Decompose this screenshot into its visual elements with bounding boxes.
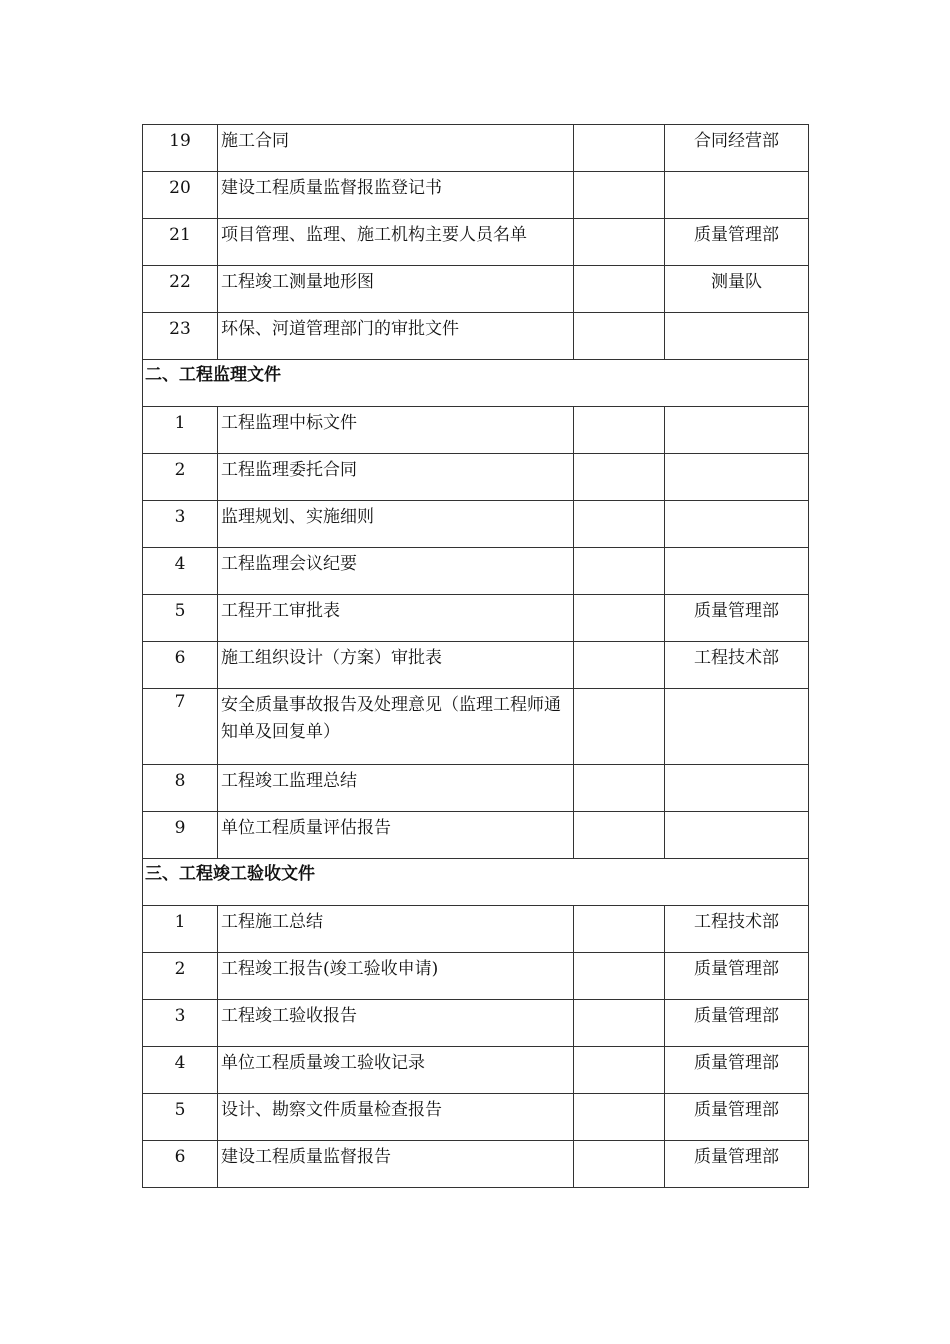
responsible-department: 质量管理部 — [665, 595, 809, 642]
responsible-department: 质量管理部 — [665, 953, 809, 1000]
document-name: 单位工程质量竣工验收记录 — [218, 1047, 574, 1094]
responsible-department — [665, 313, 809, 360]
document-name: 安全质量事故报告及处理意见（监理工程师通知单及回复单） — [218, 689, 574, 765]
section-title: 二、工程监理文件 — [143, 360, 809, 407]
document-name: 工程开工审批表 — [218, 595, 574, 642]
blank-cell — [574, 1047, 665, 1094]
table-row — [143, 172, 809, 219]
table-row — [143, 1094, 809, 1141]
responsible-department — [665, 501, 809, 548]
blank-cell — [574, 689, 665, 765]
table-body — [143, 125, 809, 1188]
blank-cell — [574, 812, 665, 859]
blank-cell — [574, 501, 665, 548]
document-name: 施工合同 — [218, 125, 574, 172]
blank-cell — [574, 454, 665, 501]
responsible-department — [665, 172, 809, 219]
responsible-department — [665, 548, 809, 595]
blank-cell — [574, 172, 665, 219]
responsible-department: 质量管理部 — [665, 1047, 809, 1094]
document-name: 建设工程质量监督报监登记书 — [218, 172, 574, 219]
blank-cell — [574, 548, 665, 595]
section-header-row — [143, 859, 809, 906]
responsible-department — [665, 812, 809, 859]
responsible-department: 工程技术部 — [665, 642, 809, 689]
blank-cell — [574, 407, 665, 454]
document-name: 建设工程质量监督报告 — [218, 1141, 574, 1188]
responsible-department — [665, 765, 809, 812]
row-number: 2 — [143, 454, 218, 501]
blank-cell — [574, 313, 665, 360]
table-row — [143, 953, 809, 1000]
row-number: 2 — [143, 953, 218, 1000]
table-row — [143, 689, 809, 765]
row-number: 5 — [143, 595, 218, 642]
table-row — [143, 219, 809, 266]
table-row — [143, 548, 809, 595]
table-row — [143, 313, 809, 360]
row-number: 3 — [143, 501, 218, 548]
document-table — [142, 124, 809, 1188]
document-name: 项目管理、监理、施工机构主要人员名单 — [218, 219, 574, 266]
table-row — [143, 407, 809, 454]
responsible-department — [665, 454, 809, 501]
responsible-department: 质量管理部 — [665, 1141, 809, 1188]
responsible-department: 质量管理部 — [665, 219, 809, 266]
row-number: 3 — [143, 1000, 218, 1047]
blank-cell — [574, 953, 665, 1000]
table-row — [143, 266, 809, 313]
document-name: 单位工程质量评估报告 — [218, 812, 574, 859]
table-row — [143, 595, 809, 642]
document-name: 工程监理会议纪要 — [218, 548, 574, 595]
table-row — [143, 125, 809, 172]
row-number: 8 — [143, 765, 218, 812]
table-row — [143, 642, 809, 689]
row-number: 1 — [143, 906, 218, 953]
blank-cell — [574, 266, 665, 313]
table-row — [143, 1141, 809, 1188]
document-name: 工程监理委托合同 — [218, 454, 574, 501]
responsible-department — [665, 689, 809, 765]
document-name: 环保、河道管理部门的审批文件 — [218, 313, 574, 360]
responsible-department: 工程技术部 — [665, 906, 809, 953]
document-name: 施工组织设计（方案）审批表 — [218, 642, 574, 689]
blank-cell — [574, 219, 665, 266]
blank-cell — [574, 1000, 665, 1047]
document-name: 工程竣工报告(竣工验收申请) — [218, 953, 574, 1000]
blank-cell — [574, 1141, 665, 1188]
blank-cell — [574, 595, 665, 642]
responsible-department — [665, 407, 809, 454]
table-row — [143, 501, 809, 548]
blank-cell — [574, 1094, 665, 1141]
table-row — [143, 906, 809, 953]
blank-cell — [574, 125, 665, 172]
document-name: 工程监理中标文件 — [218, 407, 574, 454]
row-number: 6 — [143, 1141, 218, 1188]
row-number: 9 — [143, 812, 218, 859]
row-number: 20 — [143, 172, 218, 219]
row-number: 7 — [143, 689, 218, 765]
section-title: 三、工程竣工验收文件 — [143, 859, 809, 906]
row-number: 21 — [143, 219, 218, 266]
row-number: 19 — [143, 125, 218, 172]
blank-cell — [574, 906, 665, 953]
responsible-department: 质量管理部 — [665, 1094, 809, 1141]
row-number: 22 — [143, 266, 218, 313]
document-name: 工程施工总结 — [218, 906, 574, 953]
responsible-department: 合同经营部 — [665, 125, 809, 172]
table-row — [143, 454, 809, 501]
document-name: 工程竣工验收报告 — [218, 1000, 574, 1047]
responsible-department: 质量管理部 — [665, 1000, 809, 1047]
row-number: 5 — [143, 1094, 218, 1141]
blank-cell — [574, 642, 665, 689]
row-number: 1 — [143, 407, 218, 454]
responsible-department: 测量队 — [665, 266, 809, 313]
blank-cell — [574, 765, 665, 812]
row-number: 23 — [143, 313, 218, 360]
document-name: 工程竣工测量地形图 — [218, 266, 574, 313]
row-number: 4 — [143, 548, 218, 595]
row-number: 4 — [143, 1047, 218, 1094]
section-header-row — [143, 360, 809, 407]
table-row — [143, 1000, 809, 1047]
document-name: 设计、勘察文件质量检查报告 — [218, 1094, 574, 1141]
table-row — [143, 812, 809, 859]
table-row — [143, 1047, 809, 1094]
row-number: 6 — [143, 642, 218, 689]
document-name: 工程竣工监理总结 — [218, 765, 574, 812]
document-name: 监理规划、实施细则 — [218, 501, 574, 548]
table-row — [143, 765, 809, 812]
